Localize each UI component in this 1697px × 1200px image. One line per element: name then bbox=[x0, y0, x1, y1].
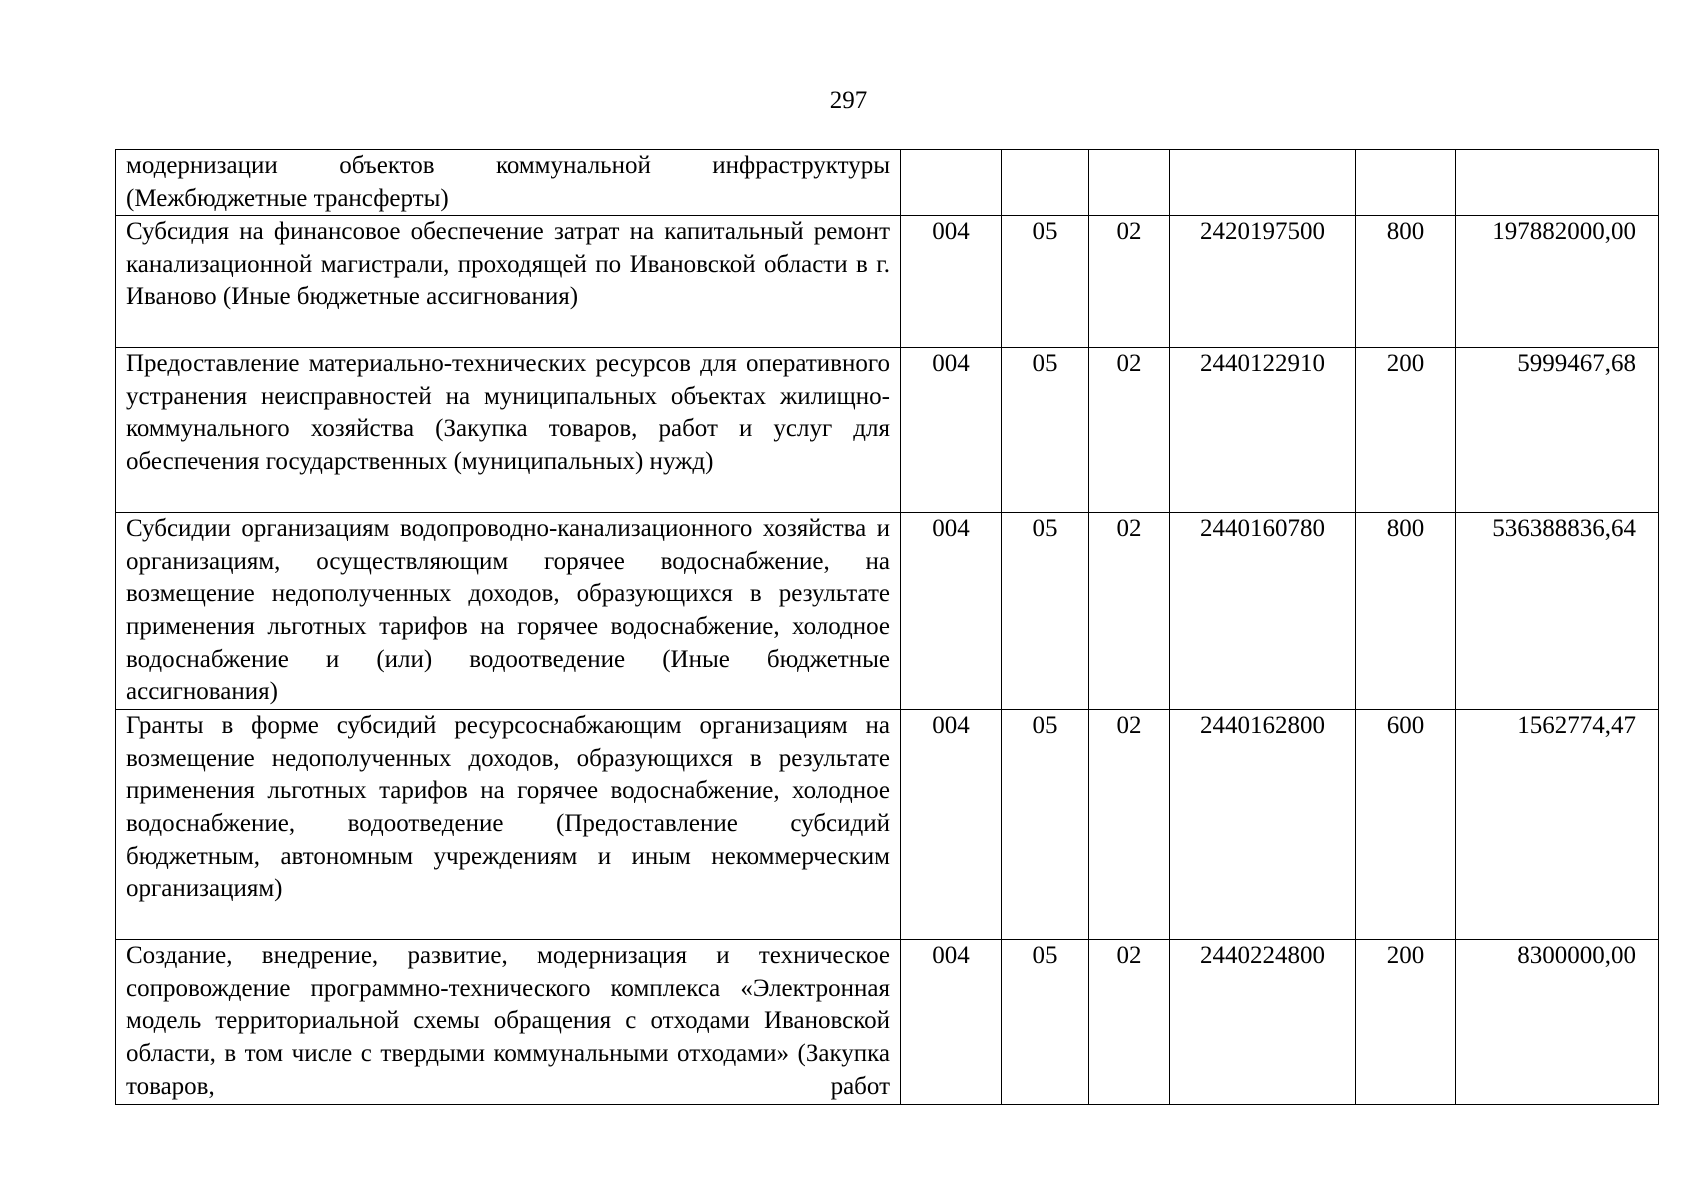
amount: 8300000,00 bbox=[1456, 940, 1659, 1105]
ministry-code: 004 bbox=[901, 710, 1002, 940]
subsection-code: 02 bbox=[1089, 216, 1170, 348]
table-row bbox=[116, 710, 1659, 940]
expense-type-code: 800 bbox=[1356, 513, 1456, 710]
amount: 536388836,64 bbox=[1456, 513, 1659, 710]
amount bbox=[1456, 150, 1659, 216]
section-code: 05 bbox=[1002, 940, 1089, 1105]
section-code bbox=[1002, 150, 1089, 216]
ministry-code: 004 bbox=[901, 216, 1002, 348]
expense-type-code: 200 bbox=[1356, 940, 1456, 1105]
target-article-code: 2440162800 bbox=[1170, 710, 1356, 940]
amount: 1562774,47 bbox=[1456, 710, 1659, 940]
subsection-code: 02 bbox=[1089, 710, 1170, 940]
table-row bbox=[116, 940, 1659, 1105]
ministry-code: 004 bbox=[901, 513, 1002, 710]
target-article-code bbox=[1170, 150, 1356, 216]
target-article-code: 2440160780 bbox=[1170, 513, 1356, 710]
table-row bbox=[116, 216, 1659, 348]
table-row bbox=[116, 150, 1659, 216]
row-description: Субсидии организациям водопроводно-канализационного хозяйства и организациям, осуществляющим горячее водоснабжение, на возмещение недополученных доходов, образующихся в результате применения льготных тарифов на горячее водоснабжение, холодное водоснабжение и (или) водоотведение (Иные бюджетные ассигнования) bbox=[116, 513, 901, 710]
section-code: 05 bbox=[1002, 513, 1089, 710]
table-row bbox=[116, 348, 1659, 513]
ministry-code: 004 bbox=[901, 348, 1002, 513]
subsection-code: 02 bbox=[1089, 940, 1170, 1105]
expense-type-code bbox=[1356, 150, 1456, 216]
expense-type-code: 600 bbox=[1356, 710, 1456, 940]
section-code: 05 bbox=[1002, 216, 1089, 348]
target-article-code: 2420197500 bbox=[1170, 216, 1356, 348]
row-description: Создание, внедрение, развитие, модернизация и техническое сопровождение программно-технического комплекса «Электронная модель территориальной схемы обращения с отходами Ивановской области, в том числе с твердыми коммунальными отходами» (Закупка товаров, работ bbox=[116, 940, 901, 1105]
subsection-code: 02 bbox=[1089, 513, 1170, 710]
page-number: 297 bbox=[829, 87, 868, 114]
subsection-code bbox=[1089, 150, 1170, 216]
target-article-code: 2440224800 bbox=[1170, 940, 1356, 1105]
section-code: 05 bbox=[1002, 710, 1089, 940]
row-description: Предоставление материально-технических ресурсов для оперативного устранения неисправностей на муниципальных объектах жилищно-коммунального хозяйства (Закупка товаров, работ и услуг для обеспечения государственных (муниципальных) нужд) bbox=[116, 348, 901, 513]
row-description: модернизации объектов коммунальной инфраструктуры (Межбюджетные трансферты) bbox=[116, 150, 901, 216]
subsection-code: 02 bbox=[1089, 348, 1170, 513]
expense-type-code: 800 bbox=[1356, 216, 1456, 348]
target-article-code: 2440122910 bbox=[1170, 348, 1356, 513]
ministry-code: 004 bbox=[901, 940, 1002, 1105]
table-row bbox=[116, 513, 1659, 710]
budget-table bbox=[115, 149, 1659, 1105]
row-description: Гранты в форме субсидий ресурсоснабжающим организациям на возмещение недополученных доходов, образующихся в результате применения льготных тарифов на горячее водоснабжение, холодное водоснабжение, водоотведение (Предоставление субсидий бюджетным, автономным учреждениям и иным некоммерческим организациям) bbox=[116, 710, 901, 940]
ministry-code bbox=[901, 150, 1002, 216]
expense-type-code: 200 bbox=[1356, 348, 1456, 513]
section-code: 05 bbox=[1002, 348, 1089, 513]
amount: 5999467,68 bbox=[1456, 348, 1659, 513]
amount: 197882000,00 bbox=[1456, 216, 1659, 348]
row-description: Субсидия на финансовое обеспечение затрат на капитальный ремонт канализационной магистрали, проходящей по Ивановской области в г. Иваново (Иные бюджетные ассигнования) bbox=[116, 216, 901, 348]
